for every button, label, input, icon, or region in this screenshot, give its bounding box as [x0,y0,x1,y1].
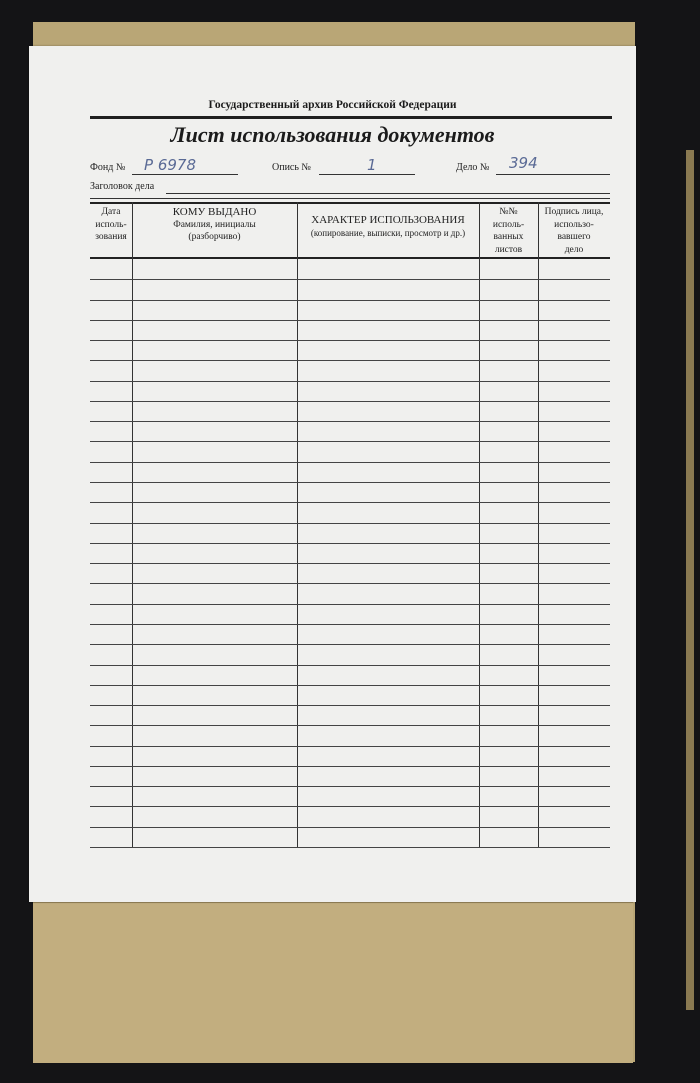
table-row-line [90,725,610,726]
opis-label: Опись № [272,162,311,173]
header-issued-to-line2: Фамилия, инициалы [173,219,256,230]
table-row-line [90,421,610,422]
folder-edge-strip [686,150,694,1010]
table-row-line [90,543,610,544]
table-row-line [90,786,610,787]
table-row-line [90,381,610,382]
header-sheets-line2: исполь- [492,219,525,230]
usage-sheet [29,46,636,902]
header-signature [538,206,610,256]
table-row-line [90,320,610,321]
header-signature-line2: использо- [554,219,594,230]
column-divider [297,202,298,848]
table-row-line [90,300,610,301]
table-row-line [90,847,610,848]
header-issued-to-line3: (разборчиво) [188,232,241,242]
header-signature-line1: Подпись лица, [544,207,604,217]
table-row-line [90,644,610,645]
header-date-line3: зования [95,232,127,242]
header-sheets-line1: №№ [499,207,518,217]
column-divider [132,202,133,848]
header-usage-type-line2: (копирование, выписки, просмотр и др.) [310,227,466,238]
table-row-line [90,806,610,807]
table-row-line [90,502,610,503]
column-divider [538,202,539,848]
table-row-line [90,279,610,280]
table-row-line [90,441,610,442]
table-top-border [90,202,610,204]
table-row-line [90,685,610,686]
table-row-line [90,523,610,524]
table-row-line [90,340,610,341]
header-usage-type-line1: ХАРАКТЕР ИСПОЛЬЗОВАНИЯ [311,214,465,226]
header-sheets-line4: листов [494,244,523,255]
header-signature-line3: вавшего [557,232,591,242]
sheet-title: Лист использования документов [170,122,495,147]
table-row-line [90,563,610,564]
header-issued-to-line1: КОМУ ВЫДАНО [172,206,257,218]
table-row-line [90,746,610,747]
header-sheets-line3: ванных [493,232,524,242]
table-row-line [90,624,610,625]
table-row-line [90,482,610,483]
archive-name: Государственный архив Российской Федерации [208,99,457,111]
header-issued-to [132,206,297,244]
table-row-line [90,462,610,463]
column-divider [479,202,480,848]
fond-value: Р 6978 [144,156,196,174]
table-row-line [90,401,610,402]
table-row-line [90,583,610,584]
table-row-line [90,827,610,828]
header-bottom-border [90,257,610,259]
header-sheets [479,206,538,256]
opis-line [319,174,415,175]
header-usage-type [297,214,479,239]
header-date-line2: исполь- [95,219,127,230]
delo-label: Дело № [456,162,490,173]
table-row-line [90,705,610,706]
table-row-line [90,604,610,605]
usage-table [90,202,610,848]
archive-folder-lower-part [33,902,633,1063]
delo-line [496,174,610,175]
case-title-line [166,193,610,194]
fond-line [132,174,238,175]
title-rule [90,116,612,119]
fond-label: Фонд № [90,162,126,173]
header-date-line1: Дата [101,207,121,217]
case-title-label: Заголовок дела [90,181,155,192]
table-row-line [90,360,610,361]
header-signature-line4: дело [564,244,584,255]
table-row-line [90,766,610,767]
delo-value: 394 [509,154,538,172]
table-row-line [90,665,610,666]
case-title-second-line [90,198,610,199]
header-date [90,206,132,244]
opis-value: 1 [367,156,377,174]
